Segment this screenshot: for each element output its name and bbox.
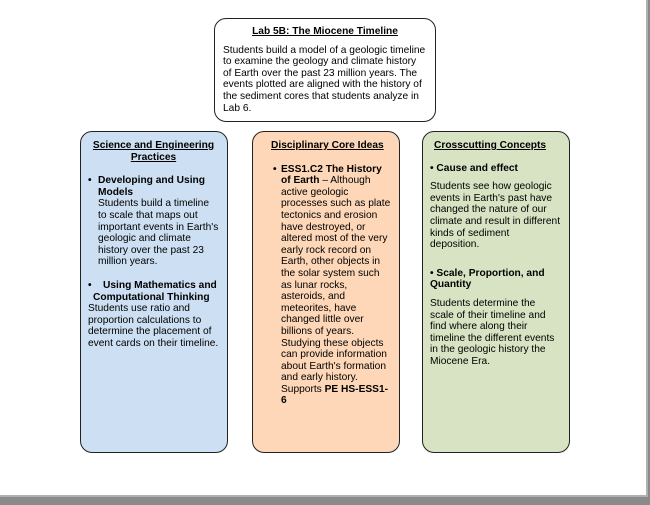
practice-title: Using Mathematics and Computational Thinking	[93, 279, 217, 303]
lab-summary-box	[214, 18, 436, 122]
lab-title: Lab 5B: The Miocene Timeline	[252, 26, 398, 37]
crosscutting-description: Students determine the scale of their timeline and find where along their timeline the different events in the geologic history the Miocene Era.	[430, 297, 555, 367]
performance-expectation-code: PE HS-ESS1-6	[281, 383, 389, 407]
crosscutting-item	[430, 163, 561, 251]
lab-summary-text: Students build a model of a geologic timeline to examine the geology and climate history of Earth over the past 23 million years. The events plotted are aligned with the history of the sediment cores that students analyze in Lab 6.	[223, 44, 426, 114]
practices-heading: Science and Engineering Practices	[92, 140, 215, 163]
practice-item	[88, 280, 219, 350]
bullet-icon: •	[430, 267, 434, 279]
crosscutting-heading: Crosscutting Concepts	[434, 140, 547, 151]
bullet-icon: •	[88, 279, 92, 291]
crosscutting-title: • Scale, Proportion, and Quantity	[430, 267, 545, 291]
core-idea-description: – Although active geologic processes such as plate tectonics and erosion have destroyed, or altered most of the very early rock record on Earth, other objects in the solar system such as lunar rocks, asteroids, and meteorites, have changed little over billions of years. Studying these objects can provide information about Earth's formation and early history. Supports	[281, 175, 391, 395]
core-idea-item	[260, 164, 391, 407]
core-ideas-column	[252, 131, 400, 453]
crosscutting-column	[422, 131, 570, 453]
crosscutting-title: • Cause and effect	[430, 162, 518, 174]
practices-column	[80, 131, 228, 453]
crosscutting-description: Students see how geologic events in Earth's past have changed the nature of our climate and result in different kinds of sediment deposition.	[430, 181, 561, 251]
core-idea-title: ESS1.C2 The History of Earth	[281, 163, 382, 187]
practice-title: Developing and Using Models	[98, 175, 205, 198]
bullet-icon: •	[88, 175, 92, 187]
practice-item	[88, 175, 219, 268]
practice-description: Students use ratio and proportion calculations to determine the placement of event cards on their timeline.	[88, 303, 219, 349]
practice-description: Students build a timeline to scale that maps out important events in Earth's geologic and climate history over the past 23 million years.	[98, 198, 219, 268]
bullet-icon: •	[273, 163, 277, 175]
crosscutting-item	[430, 268, 561, 368]
core-ideas-heading: Disciplinary Core Ideas	[271, 140, 384, 151]
bullet-icon: •	[430, 162, 434, 174]
